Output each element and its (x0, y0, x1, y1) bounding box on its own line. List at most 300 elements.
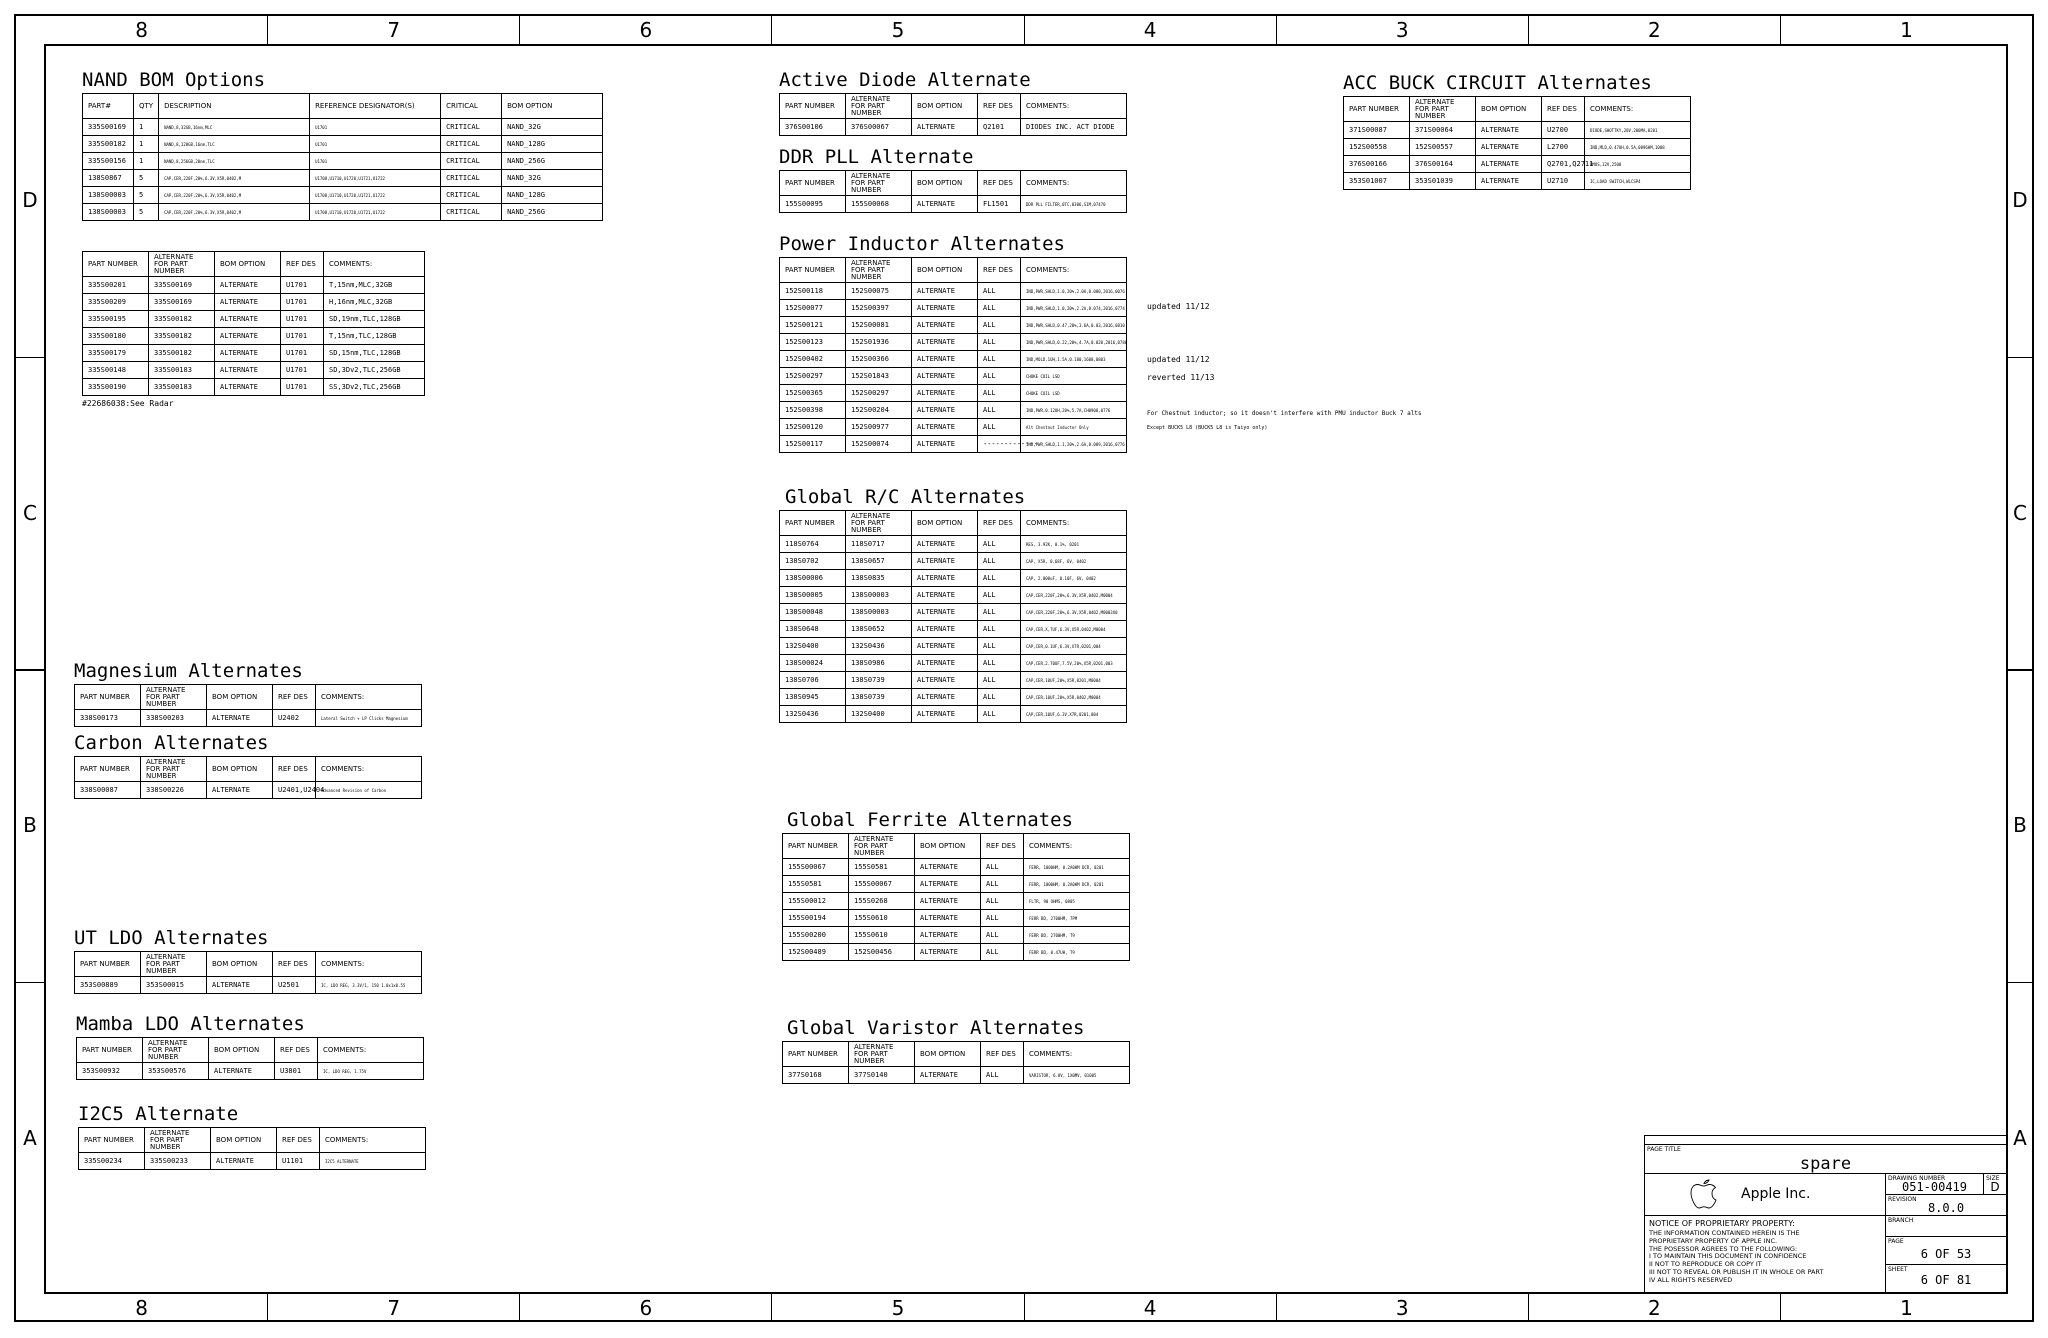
column-header: BOM OPTION (207, 757, 273, 782)
table-row (780, 334, 1127, 351)
table-cell: ALL (978, 402, 1021, 419)
table-cell: 335S00233 (145, 1153, 211, 1170)
zone-column-label: 6 (520, 1294, 772, 1322)
table-cell: 155S00200 (783, 927, 849, 944)
table-cell: U1701 (310, 119, 441, 136)
table-cell: 335S00169 (149, 294, 215, 311)
table-row (83, 136, 603, 153)
table-cell: 138S0986 (846, 655, 912, 672)
notice-line: II NOT TO REPRODUCE OR COPY IT (1649, 1260, 1762, 1269)
column-header: BOM OPTION (915, 834, 981, 859)
table-header-row (77, 1038, 424, 1063)
table-row (1344, 156, 1691, 173)
table-cell: 335S00169 (83, 119, 134, 136)
notice-line: PROPRIETARY PROPERTY OF APPLE INC. (1649, 1236, 1778, 1245)
zone-row-label: B (2013, 813, 2027, 838)
table-cell: ALL (978, 368, 1021, 385)
table-row (83, 277, 425, 294)
branch-label: BRANCH (1888, 1217, 1914, 1224)
table-row (83, 311, 425, 328)
table-cell: SS,3Dv2,TLC,256GB (324, 379, 425, 396)
notice-title: NOTICE OF PROPRIETARY PROPERTY: (1649, 1219, 1795, 1228)
table-header-row (1344, 97, 1691, 122)
table-cell: T,15nm,TLC,128GB (324, 328, 425, 345)
table-cell: DIODE,SHOTTKY,20V,200MA,0201 (1585, 122, 1691, 139)
table-cell: 155S00012 (783, 893, 849, 910)
column-header: PART NUMBER (780, 94, 846, 119)
table-row (780, 672, 1127, 689)
section-title: UT LDO Alternates (74, 927, 269, 949)
zone-column-label: 7 (268, 1294, 520, 1322)
table-cell: FERR BD, 2700HM, T9 (1024, 927, 1130, 944)
column-header: CRITICAL (441, 94, 502, 119)
section-title: Mamba LDO Alternates (76, 1013, 305, 1035)
table-cell: U1701 (281, 328, 324, 345)
table-cell: Alt Chestnut Inductor Only (1021, 419, 1127, 436)
column-header: ALTERNATE FOR PART NUMBER (849, 834, 915, 859)
table-cell: IND,MOLD,1UH,1.5A,0.180,1608,0803 (1021, 351, 1127, 368)
size-value: D (1990, 1180, 2000, 1194)
column-header: BOM OPTION (912, 258, 978, 283)
column-header: ALTERNATE FOR PART NUMBER (141, 952, 207, 977)
table-row (780, 570, 1127, 587)
table-cell: ALTERNATE (1476, 139, 1542, 156)
table-row (780, 351, 1127, 368)
table-row (780, 604, 1127, 621)
column-header: ALTERNATE FOR PART NUMBER (846, 171, 912, 196)
table-cell: 138S0652 (846, 621, 912, 638)
table-cell: 152S00077 (780, 300, 846, 317)
table-cell: 118S0717 (846, 536, 912, 553)
table-cell: 152S00204 (846, 402, 912, 419)
table-cell: NAND_32G (502, 170, 603, 187)
table-cell: U1701 (281, 311, 324, 328)
column-header: REFERENCE DESIGNATOR(S) (310, 94, 441, 119)
table-cell: U1101 (277, 1153, 320, 1170)
magnesium-table (74, 684, 422, 727)
table-cell: 152S00120 (780, 419, 846, 436)
table-cell: 138S0945 (780, 689, 846, 706)
table-cell: 371S00087 (1344, 122, 1410, 139)
table-cell: 377S0140 (849, 1067, 915, 1084)
table-cell: ALTERNATE (1476, 173, 1542, 190)
table-cell: 155S0581 (783, 876, 849, 893)
column-header: REF DES (978, 171, 1021, 196)
table-row (783, 910, 1130, 927)
table-row (780, 655, 1127, 672)
table-cell: DDR PLL FILTER,0TC,0306,SIM,07470 (1021, 196, 1127, 213)
column-header: PART NUMBER (75, 757, 141, 782)
table-row (780, 587, 1127, 604)
column-header: PART NUMBER (780, 171, 846, 196)
table-cell: IND,PWR,SHLD,1.1,20%,2.6A,0.089,2016,0776 (1021, 436, 1127, 453)
table-cell: 152S00121 (780, 317, 846, 334)
notice-lines (1649, 1230, 1823, 1285)
column-header: COMMENTS: (320, 1128, 426, 1153)
column-header: PART NUMBER (783, 834, 849, 859)
column-header: ALTERNATE FOR PART NUMBER (846, 258, 912, 283)
table-cell: 132S0436 (780, 706, 846, 723)
table-cell: 152S00074 (846, 436, 912, 453)
drawing-number-label: DRAWING NUMBER (1888, 1175, 1946, 1182)
column-header: ALTERNATE FOR PART NUMBER (149, 252, 215, 277)
column-header: COMMENTS: (316, 757, 422, 782)
column-header: COMMENTS: (1021, 511, 1127, 536)
table-row (780, 283, 1127, 300)
table-cell: 138S0657 (846, 553, 912, 570)
table-cell: CAP,CER,10UF,20%,X5R,0402,M0004 (1021, 689, 1127, 706)
section-title: Magnesium Alternates (74, 660, 303, 682)
column-header: BOM OPTION (215, 252, 281, 277)
page-title-label: PAGE TITLE (1647, 1146, 1681, 1153)
zone-column-label: 5 (772, 1294, 1024, 1322)
column-header: REF DES (978, 258, 1021, 283)
ut-ldo-section (74, 927, 422, 994)
table-cell: ALTERNATE (912, 351, 978, 368)
table-cell: 155S00067 (849, 876, 915, 893)
table-cell: NAND_32G (502, 119, 603, 136)
table-cell: CAP,CER,220F,20%,6.3V,X5R,0402,M (159, 204, 310, 221)
table-cell: U1701 (310, 136, 441, 153)
table-cell: ------------- (978, 436, 1021, 453)
table-cell: ALTERNATE (912, 368, 978, 385)
table-cell: 132S0400 (846, 706, 912, 723)
table-header-row (780, 511, 1127, 536)
table-cell: CRITICAL (441, 170, 502, 187)
table-row (783, 927, 1130, 944)
table-cell: IC, LDO REG, 1.75V (318, 1063, 424, 1080)
table-cell: ALTERNATE (912, 553, 978, 570)
table-cell: 335S00182 (149, 311, 215, 328)
power-note-5: Except BUCK5 L8 (BUCK5 L8 is Taiyo only) (1147, 425, 1268, 431)
table-cell: H,16nm,MLC,32GB (324, 294, 425, 311)
column-header: BOM OPTION (912, 171, 978, 196)
ddr-pll-table (779, 170, 1127, 213)
column-header: BOM OPTION (912, 94, 978, 119)
active-diode-section (779, 69, 1127, 136)
table-cell: 152S00081 (846, 317, 912, 334)
table-row (780, 621, 1127, 638)
table-cell: IND,PWR,SHLD,1.0,20%,2.0A,0.080,2016,0076 (1021, 283, 1127, 300)
nand-bom-section (82, 69, 603, 221)
table-cell: 138S0706 (780, 672, 846, 689)
table-row (75, 710, 422, 727)
column-header: ALTERNATE FOR PART NUMBER (849, 1042, 915, 1067)
table-cell: 338S00173 (75, 710, 141, 727)
table-cell: IND,MLD,0.47UH,0.5A,0096HM,1008 (1585, 139, 1691, 156)
table-cell: ALTERNATE (915, 927, 981, 944)
table-row (1344, 139, 1691, 156)
sheet-value: 6 OF 81 (1920, 1273, 1972, 1287)
table-cell: DIODES INC. ACT DIODE (1021, 119, 1127, 136)
table-cell: FERR BD, 2700HM, 7PM (1024, 910, 1130, 927)
column-header: BOM OPTION (211, 1128, 277, 1153)
table-cell: 1 (134, 119, 159, 136)
column-header: COMMENTS: (316, 952, 422, 977)
table-row (83, 362, 425, 379)
size-cell (1984, 1174, 2006, 1195)
acc-buck-table (1343, 96, 1691, 190)
table-cell: 335S00182 (83, 136, 134, 153)
table-header-row (79, 1128, 426, 1153)
zone-column-label: 7 (268, 16, 520, 44)
table-cell: 376S00106 (780, 119, 846, 136)
branch-cell (1886, 1216, 2006, 1237)
table-cell: SD,15nm,TLC,128GB (324, 345, 425, 362)
table-cell: ALL (978, 283, 1021, 300)
table-row (83, 119, 603, 136)
column-header: REF DES (1542, 97, 1585, 122)
mamba-ldo-table (76, 1037, 424, 1080)
table-cell: CAP,CER,2.70UF,7.5V,20%,X5R,0201,003 (1021, 655, 1127, 672)
column-header: PART NUMBER (75, 685, 141, 710)
nand-bom-table (82, 93, 603, 221)
power-inductor-section (779, 233, 1127, 453)
table-cell: U1701 (281, 277, 324, 294)
table-row (780, 436, 1127, 453)
table-cell: NAND_128G (502, 136, 603, 153)
table-cell: ALL (978, 587, 1021, 604)
zone-column-label: 2 (1529, 16, 1781, 44)
table-cell: L2700 (1542, 139, 1585, 156)
table-cell: ALTERNATE (215, 379, 281, 396)
table-cell: 371S00064 (1410, 122, 1476, 139)
table-cell: ALL (981, 893, 1024, 910)
table-cell: 138S00048 (780, 604, 846, 621)
table-cell: SD,19nm,TLC,128GB (324, 311, 425, 328)
table-row (780, 553, 1127, 570)
table-cell: IND,PWR,SHLD,1.0,20%,2.2A,0.074,2016,0774 (1021, 300, 1127, 317)
table-cell: 353S00015 (141, 977, 207, 994)
table-cell: 376S00164 (1410, 156, 1476, 173)
sheet-cell (1886, 1265, 2006, 1293)
table-cell: 338S00226 (141, 782, 207, 799)
column-header: ALTERNATE FOR PART NUMBER (141, 757, 207, 782)
table-row (83, 345, 425, 362)
table-row (83, 170, 603, 187)
table-cell: PMOS,12V,2508 (1585, 156, 1691, 173)
table-cell: 152S00977 (846, 419, 912, 436)
table-cell: 152S00118 (780, 283, 846, 300)
table-cell: 5 (134, 204, 159, 221)
column-header: REF DES (978, 94, 1021, 119)
table-cell: 138S0648 (780, 621, 846, 638)
zone-divider (2006, 669, 2034, 671)
section-title: Power Inductor Alternates (779, 233, 1065, 255)
acc-buck-section (1343, 72, 1691, 190)
table-header-row (783, 834, 1130, 859)
zone-row-label: C (2013, 500, 2027, 525)
column-header: REF DES (273, 685, 316, 710)
zone-columns-top (16, 16, 2032, 44)
column-header: REF DES (275, 1038, 318, 1063)
table-cell: 335S00209 (83, 294, 149, 311)
table-cell: ALL (981, 1067, 1024, 1084)
table-row (79, 1153, 426, 1170)
table-cell: 335S00179 (83, 345, 149, 362)
table-row (83, 328, 425, 345)
column-header: ALTERNATE FOR PART NUMBER (846, 94, 912, 119)
zone-divider (16, 982, 44, 984)
table-cell: 138S0739 (846, 689, 912, 706)
column-header: COMMENTS: (318, 1038, 424, 1063)
global-ferrite-table (782, 833, 1130, 961)
table-cell: ALTERNATE (211, 1153, 277, 1170)
table-cell: 152S00075 (846, 283, 912, 300)
table-cell: ALL (981, 910, 1024, 927)
column-header: BOM OPTION (915, 1042, 981, 1067)
carbon-table (74, 756, 422, 799)
column-header: COMMENTS: (1021, 171, 1127, 196)
table-cell: 353S00576 (143, 1063, 209, 1080)
zone-column-label: 8 (16, 1294, 268, 1322)
notice-line: THE POSESSOR AGREES TO THE FOLLOWING: (1649, 1244, 1798, 1253)
page-title-cell (1645, 1144, 2006, 1174)
table-header-row (780, 258, 1127, 283)
table-cell: ALTERNATE (912, 638, 978, 655)
zone-column-label: 5 (772, 16, 1024, 44)
power-note-2: updated 11/12 (1147, 355, 1210, 364)
table-cell: 138S0867 (83, 170, 134, 187)
table-cell: ALTERNATE (912, 570, 978, 587)
table-cell: NAND_128G (502, 187, 603, 204)
table-cell: IC, LDO REG, 3.3V/1, 150 1.0x1x0.55 (316, 977, 422, 994)
zone-row-label: B (23, 813, 37, 838)
zone-column-label: 1 (1900, 18, 1913, 42)
revision-value: 8.0.0 (1927, 1201, 1965, 1215)
table-cell: ALTERNATE (1476, 156, 1542, 173)
table-row (783, 944, 1130, 961)
column-header: COMMENTS: (1024, 1042, 1130, 1067)
table-cell: U2401,U2404 (273, 782, 316, 799)
column-header: COMMENTS: (1024, 834, 1130, 859)
zone-column-label: 3 (1277, 16, 1529, 44)
drawing-number-cell (1886, 1174, 1984, 1195)
zone-column-label: 8 (16, 16, 268, 44)
table-cell: CAP,CER,220F,20%,6.3V,X5R,0402,M (159, 170, 310, 187)
table-cell: ALL (978, 419, 1021, 436)
table-cell: SD,3Dv2,TLC,256GB (324, 362, 425, 379)
table-cell: 138S00003 (846, 604, 912, 621)
zone-divider (2006, 357, 2034, 359)
table-row (1344, 122, 1691, 139)
column-header: BOM OPTION (207, 952, 273, 977)
global-varistor-table (782, 1041, 1130, 1084)
column-header: PART# (83, 94, 134, 119)
zone-row-label: D (2012, 188, 2028, 213)
table-cell: ALL (978, 300, 1021, 317)
table-cell: ALTERNATE (912, 283, 978, 300)
table-cell: U1708,U1710,U1720,U1721,U1722 (310, 170, 441, 187)
table-cell: U1708,U1710,U1720,U1721,U1722 (310, 187, 441, 204)
table-row (780, 317, 1127, 334)
company-cell (1645, 1174, 1886, 1216)
table-cell: NAND_256G (502, 204, 603, 221)
table-row (780, 536, 1127, 553)
table-cell: CAP, 2.000uF, 0.10F, 6V, 0402 (1021, 570, 1127, 587)
table-cell: RES, 3.92K, 0.1%, 0201 (1021, 536, 1127, 553)
table-cell: IC,LOAD SWITCH,WLCSP4 (1585, 173, 1691, 190)
table-cell: CHOKE COIL LSD (1021, 368, 1127, 385)
table-cell: ALTERNATE (912, 604, 978, 621)
table-row (780, 638, 1127, 655)
column-header: QTY (134, 94, 159, 119)
zone-column-label: 1 (1900, 1296, 1913, 1320)
table-cell: ALL (978, 604, 1021, 621)
page-value: 6 OF 53 (1920, 1247, 1972, 1261)
table-cell: IND,PWR,SHLD,0.22,20%,4.7A,0.020,2016,0780 (1021, 334, 1127, 351)
column-header: BOM OPTION (1476, 97, 1542, 122)
table-cell: U2402 (273, 710, 316, 727)
table-cell: Advanced Revision of Carbon (316, 782, 422, 799)
table-cell: U2501 (273, 977, 316, 994)
column-header: ALTERNATE FOR PART NUMBER (145, 1128, 211, 1153)
column-header: ALTERNATE FOR PART NUMBER (143, 1038, 209, 1063)
table-cell: 353S01039 (1410, 173, 1476, 190)
table-cell: 353S00932 (77, 1063, 143, 1080)
column-header: PART NUMBER (1344, 97, 1410, 122)
table-cell: ALTERNATE (912, 672, 978, 689)
column-header: REF DES (978, 511, 1021, 536)
column-header: PART NUMBER (83, 252, 149, 277)
table-cell: 155S0268 (849, 893, 915, 910)
revision-label: REVISION (1888, 1196, 1917, 1203)
table-cell: 155S00095 (780, 196, 846, 213)
table-row (783, 876, 1130, 893)
table-cell: 138S0702 (780, 553, 846, 570)
table-cell: 5 (134, 170, 159, 187)
power-note-1: updated 11/12 (1147, 302, 1210, 311)
table-row (780, 706, 1127, 723)
table-cell: 377S0168 (783, 1067, 849, 1084)
table-cell: CRITICAL (441, 119, 502, 136)
table-cell: 138S00005 (780, 587, 846, 604)
table-cell: 335S00156 (83, 153, 134, 170)
table-cell: 138S0835 (846, 570, 912, 587)
notice-line: IV ALL RIGHTS RESERVED (1649, 1275, 1733, 1284)
table-cell: 335S00180 (83, 328, 149, 345)
table-cell: ALTERNATE (207, 782, 273, 799)
global-ferrite-section (782, 809, 1130, 961)
table-cell: 152S00557 (1410, 139, 1476, 156)
table-cell: 152S00117 (780, 436, 846, 453)
zone-divider (2006, 982, 2034, 984)
table-cell: ALL (978, 689, 1021, 706)
table-cell: ALTERNATE (912, 689, 978, 706)
table-cell: 152S00397 (846, 300, 912, 317)
table-cell: FERR BD, 0.47UH, T9 (1024, 944, 1130, 961)
table-cell: CAP,CER,0.1UF,6.3V,X7R,0201,004 (1021, 638, 1127, 655)
table-cell: T,15nm,MLC,32GB (324, 277, 425, 294)
table-cell: FL1501 (978, 196, 1021, 213)
table-cell: IND,PWR,SHLD,0.47,20%,3.6A,0.03,2016,0810 (1021, 317, 1127, 334)
table-cell: U3801 (275, 1063, 318, 1080)
table-cell: 1 (134, 153, 159, 170)
table-cell: 335S00183 (149, 379, 215, 396)
table-cell: 152S00558 (1344, 139, 1410, 156)
table-row (780, 119, 1127, 136)
column-header: COMMENTS: (1021, 94, 1127, 119)
i2c5-table (78, 1127, 426, 1170)
table-cell: IND,PWR,0.12UH,20%,5.7A,CH0908,0776 (1021, 402, 1127, 419)
table-cell: FERR, 1000HM, 0.2A0HM DCR, 0201 (1024, 859, 1130, 876)
table-cell: FERR, 1000HM, 0.2A0HM DCR, 0201 (1024, 876, 1130, 893)
zone-column-label: 2 (1529, 1294, 1781, 1322)
ut-ldo-table (74, 951, 422, 994)
table-cell: 335S00195 (83, 311, 149, 328)
table-header-row (75, 757, 422, 782)
table-row (75, 782, 422, 799)
